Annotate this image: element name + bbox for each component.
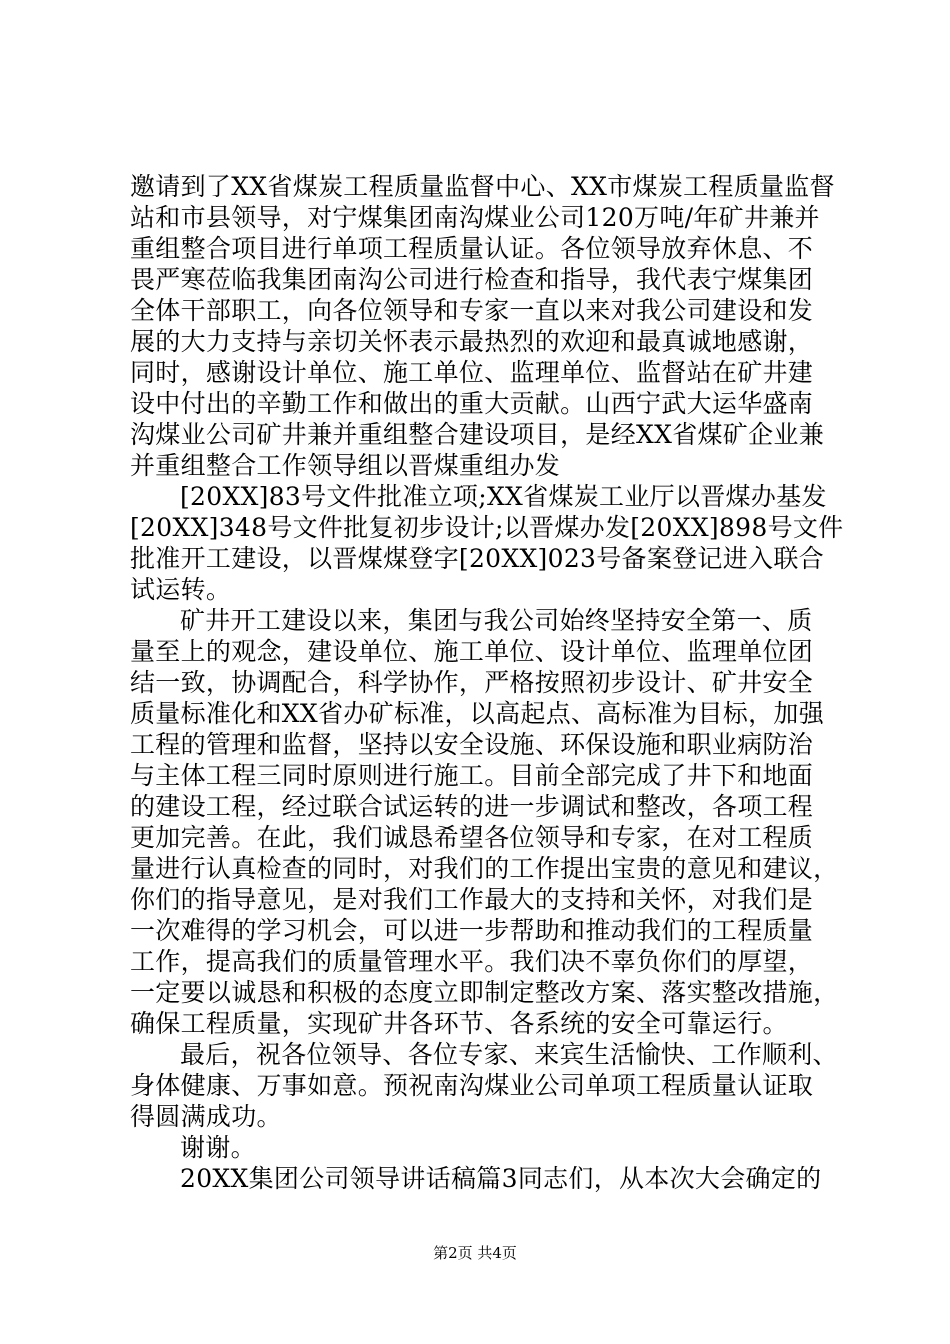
text-line: 一次难得的学习机会，可以进一步帮助和推动我们的工程质量 [130, 916, 814, 945]
text-line: 畏严寒莅临我集团南沟公司进行检查和指导，我代表宁煤集团 [130, 265, 814, 294]
text-line: 设中付出的辛勤工作和做出的重大贡献。山西宁武大运华盛南 [130, 389, 814, 418]
text-line: 的建设工程，经过联合试运转的进一步调试和整改，各项工程 [130, 792, 814, 821]
text-line: [20XX]83号文件批准立项;XX省煤炭工业厅以晋煤办基发 [180, 482, 827, 511]
text-line: 矿井开工建设以来，集团与我公司始终坚持安全第一、质 [180, 606, 813, 635]
text-line: 并重组整合工作领导组以晋煤重组办发 [130, 451, 561, 480]
text-line: 谢谢。 [180, 1133, 256, 1162]
text-line: 展的大力支持与亲切关怀表示最热烈的欢迎和最真诚地感谢， [130, 327, 814, 356]
text-line: 重组整合项目进行单项工程质量认证。各位领导放弃休息、不 [130, 234, 814, 263]
text-line: 身体健康、万事如意。预祝南沟煤业公司单项工程质量认证取 [130, 1071, 814, 1100]
text-line: 批准开工建设，以晋煤煤登字[20XX]023号备案登记进入联合 [130, 544, 824, 573]
text-line: 确保工程质量，实现矿井各环节、各系统的安全可靠运行。 [130, 1009, 788, 1038]
page-number-footer: 第2页 共4页 [433, 1244, 517, 1262]
text-line: [20XX]348号文件批复初步设计;以晋煤办发[20XX]898号文件 [130, 513, 844, 542]
text-line: 试运转。 [130, 575, 232, 604]
text-line: 20XX集团公司领导讲话稿篇3同志们，从本次大会确定的 [180, 1164, 822, 1193]
text-line: 结一致，协调配合，科学协作，严格按照初步设计、矿井安全 [130, 668, 814, 697]
text-line: 量进行认真检查的同时，对我们的工作提出宝贵的意见和建议， [130, 854, 839, 883]
text-line: 更加完善。在此，我们诚恳希望各位领导和专家，在对工程质 [130, 823, 814, 852]
text-line: 工作，提高我们的质量管理水平。我们决不辜负你们的厚望， [130, 947, 814, 976]
text-line: 沟煤业公司矿井兼并重组整合建设项目，是经XX省煤矿企业兼 [130, 420, 824, 449]
text-line: 质量标准化和XX省办矿标准，以高起点、高标准为目标，加强 [130, 699, 824, 728]
text-line: 一定要以诚恳和积极的态度立即制定整改方案、落实整改措施， [130, 978, 839, 1007]
text-line: 全体干部职工，向各位领导和专家一直以来对我公司建设和发 [130, 296, 814, 325]
text-line: 你们的指导意见，是对我们工作最大的支持和关怀，对我们是 [130, 885, 814, 914]
text-line: 量至上的观念，建设单位、施工单位、设计单位、监理单位团 [130, 637, 814, 666]
text-line: 与主体工程三同时原则进行施工。目前全部完成了井下和地面 [130, 761, 814, 790]
text-line: 站和市县领导，对宁煤集团南沟煤业公司120万吨/年矿井兼并 [130, 203, 820, 232]
text-line: 工程的管理和监督，坚持以安全设施、环保设施和职业病防治 [130, 730, 814, 759]
text-line: 同时，感谢设计单位、施工单位、监理单位、监督站在矿井建 [130, 358, 814, 387]
text-line: 最后，祝各位领导、各位专家、来宾生活愉快、工作顺利、 [180, 1040, 838, 1069]
text-line: 得圆满成功。 [130, 1102, 282, 1131]
body-text [130, 171, 850, 1194]
text-line: 邀请到了XX省煤炭工程质量监督中心、XX市煤炭工程质量监督 [130, 172, 835, 201]
